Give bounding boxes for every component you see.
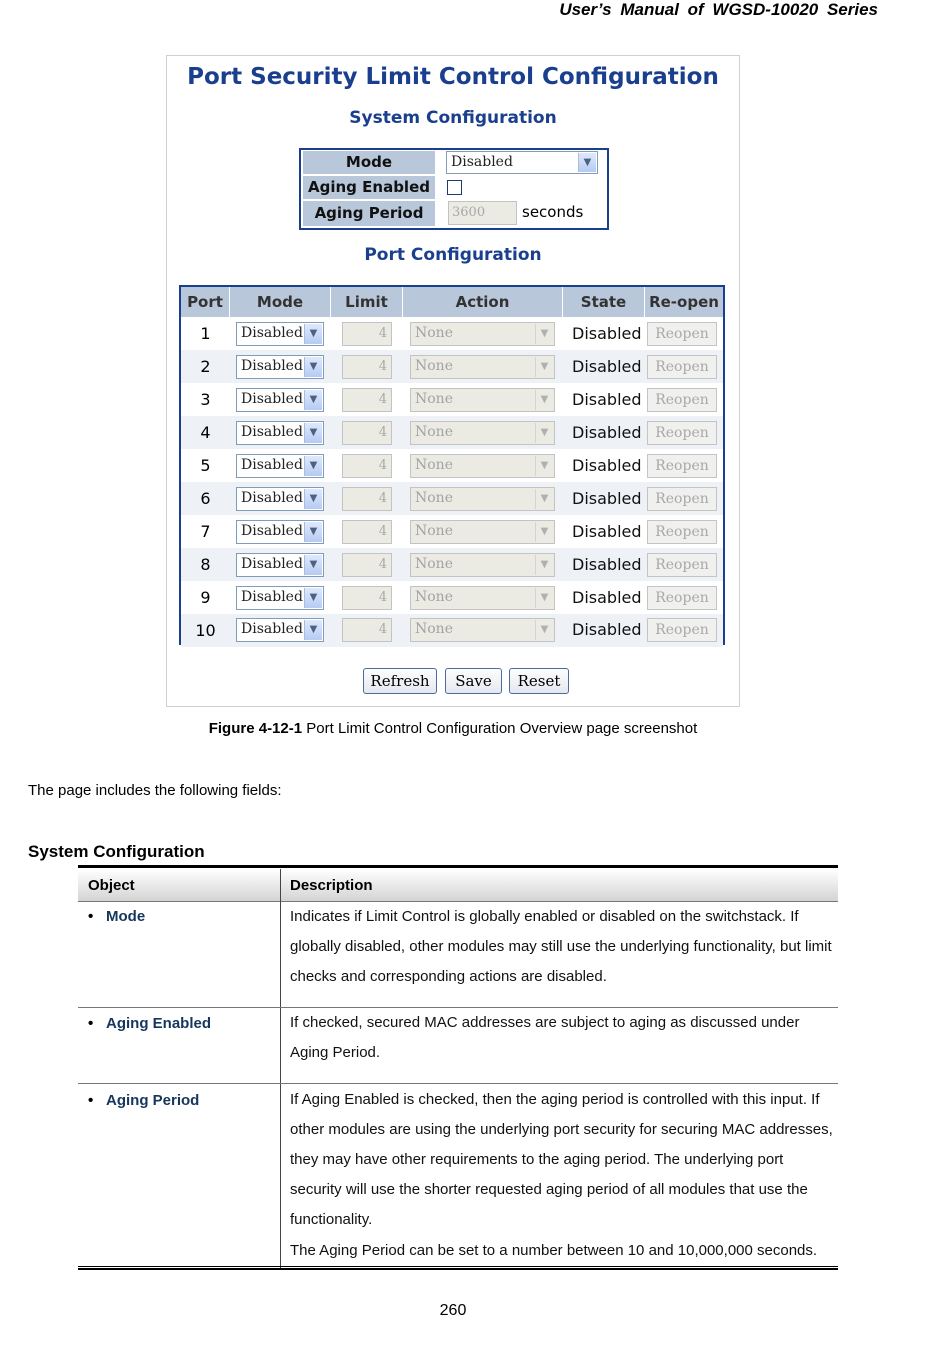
object-label: Mode: [106, 908, 146, 925]
table-row: [181, 581, 723, 614]
port-action-value: None: [415, 556, 453, 572]
chevron-down-icon: ▼: [304, 456, 322, 476]
port-action-select[interactable]: [410, 520, 555, 544]
port-mode-select[interactable]: [236, 322, 324, 346]
limit-cell: [342, 383, 394, 416]
system-mode-select[interactable]: [446, 151, 598, 174]
page-number: 260: [439, 1302, 467, 1319]
mode-row: [301, 150, 607, 175]
aging-period-input[interactable]: 3600: [448, 201, 517, 225]
table-row: [181, 515, 723, 548]
chevron-down-icon: ▼: [304, 522, 322, 542]
port-config-title: Port Configuration: [364, 245, 542, 265]
reset-button[interactable]: Reset: [509, 668, 569, 694]
mode-cell: [236, 515, 326, 548]
port-limit-input[interactable]: 4: [342, 355, 392, 379]
port-action-select[interactable]: [410, 322, 555, 346]
section-heading: System Configuration: [28, 842, 205, 861]
chevron-down-icon: ▼: [535, 423, 553, 443]
limit-cell: [342, 317, 394, 350]
port-number: 6: [200, 489, 211, 508]
port-state: Disabled: [572, 522, 642, 541]
reopen-button[interactable]: Reopen: [647, 421, 717, 445]
port-action-value: None: [415, 490, 453, 506]
port-action-value: None: [415, 391, 453, 407]
table-row: [181, 548, 723, 581]
limit-cell: [342, 548, 394, 581]
port-number: 5: [200, 456, 211, 475]
port-number: 9: [200, 588, 211, 607]
reopen-button[interactable]: Reopen: [647, 520, 717, 544]
port-config-table: [179, 285, 725, 645]
port-mode-value: Disabled: [241, 391, 303, 407]
table-row: [181, 614, 723, 647]
reopen-cell: [645, 383, 721, 416]
mode-cell: [236, 614, 326, 647]
port-action-value: None: [415, 358, 453, 374]
port-mode-select[interactable]: [236, 421, 324, 445]
object-label: Aging Period: [106, 1092, 200, 1109]
port-mode-select[interactable]: [236, 355, 324, 379]
reopen-cell: [645, 515, 721, 548]
table-bottom-rule: [78, 1266, 838, 1270]
action-cell: [410, 449, 556, 482]
reopen-button[interactable]: Reopen: [647, 553, 717, 577]
column-header-limit: Limit: [331, 287, 403, 317]
chevron-down-icon: ▼: [304, 620, 322, 640]
table-row: [181, 383, 723, 416]
mode-cell: [236, 383, 326, 416]
column-divider: [280, 869, 281, 1269]
column-header-reopen: Re-open: [645, 287, 723, 317]
port-state: Disabled: [572, 390, 642, 409]
table-row: [181, 416, 723, 449]
port-mode-value: Disabled: [241, 325, 303, 341]
limit-cell: [342, 515, 394, 548]
object-aging-period: [88, 1092, 199, 1109]
port-limit-input[interactable]: 4: [342, 553, 392, 577]
port-action-select[interactable]: [410, 421, 555, 445]
reopen-cell: [645, 449, 721, 482]
system-mode-value: Disabled: [451, 154, 513, 170]
save-button[interactable]: Save: [445, 668, 502, 694]
chevron-down-icon: ▼: [304, 357, 322, 377]
port-state: Disabled: [572, 357, 642, 376]
port-limit-input[interactable]: 4: [342, 388, 392, 412]
action-cell: [410, 317, 556, 350]
chevron-down-icon: ▼: [578, 153, 596, 172]
limit-cell: [342, 449, 394, 482]
reopen-button[interactable]: Reopen: [647, 322, 717, 346]
mode-cell: [236, 416, 326, 449]
mode-cell: [236, 449, 326, 482]
port-action-select[interactable]: [410, 553, 555, 577]
limit-cell: [342, 614, 394, 647]
port-mode-select[interactable]: [236, 388, 324, 412]
chevron-down-icon: ▼: [535, 489, 553, 509]
column-header-object: Object: [88, 877, 135, 894]
action-cell: [410, 482, 556, 515]
port-action-select[interactable]: [410, 586, 555, 610]
port-action-select[interactable]: [410, 618, 555, 642]
port-limit-input[interactable]: 4: [342, 322, 392, 346]
reopen-cell: [645, 548, 721, 581]
description-aging-period: If Aging Enabled is checked, then the aging period is controlled with this input. If other modules are using the underlying port security for securing MAC addresses, they may have other requirements to the aging period. The underlying port security will use the shorter requested aging period of all modules that use the functionality.: [290, 1091, 833, 1228]
port-number: 3: [200, 390, 211, 409]
reopen-button[interactable]: Reopen: [647, 487, 717, 511]
reopen-button[interactable]: Reopen: [647, 355, 717, 379]
row-divider: [78, 1083, 838, 1084]
mode-cell: [236, 350, 326, 383]
port-mode-value: Disabled: [241, 589, 303, 605]
port-limit-input[interactable]: 4: [342, 454, 392, 478]
chevron-down-icon: ▼: [535, 456, 553, 476]
chevron-down-icon: ▼: [535, 588, 553, 608]
limit-cell: [342, 581, 394, 614]
object-label: Aging Enabled: [106, 1015, 211, 1032]
mode-cell: [236, 317, 326, 350]
chevron-down-icon: ▼: [535, 390, 553, 410]
port-number: 2: [200, 357, 211, 376]
table-row: [181, 317, 723, 350]
chevron-down-icon: ▼: [304, 390, 322, 410]
chevron-down-icon: ▼: [304, 555, 322, 575]
refresh-button[interactable]: Refresh: [363, 668, 437, 694]
figure-caption-text: Port Limit Control Configuration Overview page screenshot: [302, 720, 698, 737]
limit-cell: [342, 416, 394, 449]
reopen-button[interactable]: Reopen: [647, 618, 717, 642]
chevron-down-icon: ▼: [535, 555, 553, 575]
reopen-cell: [645, 416, 721, 449]
aging-period-unit: seconds: [522, 203, 584, 221]
action-cell: [410, 383, 556, 416]
port-state: Disabled: [572, 620, 642, 639]
aging-period-label: Aging Period: [303, 201, 435, 226]
port-action-value: None: [415, 621, 453, 637]
chevron-down-icon: ▼: [304, 423, 322, 443]
port-limit-input[interactable]: 4: [342, 520, 392, 544]
limit-cell: [342, 350, 394, 383]
mode-label: Mode: [303, 151, 435, 174]
chevron-down-icon: ▼: [304, 324, 322, 344]
reopen-cell: [645, 614, 721, 647]
chevron-down-icon: ▼: [535, 620, 553, 640]
limit-cell: [342, 482, 394, 515]
table-row: [181, 350, 723, 383]
reopen-button[interactable]: Reopen: [647, 388, 717, 412]
table-row: [181, 482, 723, 515]
reopen-cell: [645, 317, 721, 350]
port-state: Disabled: [572, 324, 642, 343]
aging-enabled-row: [301, 175, 607, 200]
mode-cell: [236, 581, 326, 614]
reopen-cell: [645, 350, 721, 383]
aging-period-row: [301, 200, 607, 225]
port-limit-input[interactable]: 4: [342, 586, 392, 610]
port-mode-value: Disabled: [241, 621, 303, 637]
port-action-value: None: [415, 589, 453, 605]
reopen-button[interactable]: Reopen: [647, 454, 717, 478]
description-mode: Indicates if Limit Control is globally enabled or disabled on the switchstack. If globally disabled, other modules may still use the underlying functionality, but limit checks and corresponding actions are disabled.: [290, 908, 832, 985]
port-mode-select[interactable]: [236, 454, 324, 478]
column-header-state: State: [563, 287, 645, 317]
chevron-down-icon: ▼: [304, 588, 322, 608]
action-cell: [410, 350, 556, 383]
chevron-down-icon: ▼: [535, 357, 553, 377]
port-mode-value: Disabled: [241, 358, 303, 374]
page-title: Port Security Limit Control Configuration: [187, 64, 719, 90]
chevron-down-icon: ▼: [304, 489, 322, 509]
screenshot-frame: [166, 55, 740, 707]
bullet-icon: •: [88, 1015, 94, 1032]
port-number: 4: [200, 423, 211, 442]
bullet-icon: •: [88, 908, 94, 925]
port-mode-select[interactable]: [236, 553, 324, 577]
port-state: Disabled: [572, 456, 642, 475]
port-action-select[interactable]: [410, 355, 555, 379]
reopen-button[interactable]: Reopen: [647, 586, 717, 610]
action-cell: [410, 614, 556, 647]
figure-label: Figure 4-12-1: [208, 720, 303, 737]
figure-caption: [0, 720, 906, 737]
port-action-value: None: [415, 325, 453, 341]
system-config-title: System Configuration: [349, 108, 557, 128]
port-limit-input[interactable]: 4: [342, 487, 392, 511]
port-limit-input[interactable]: 4: [342, 421, 392, 445]
port-action-select[interactable]: [410, 487, 555, 511]
port-mode-select[interactable]: [236, 487, 324, 511]
port-action-value: None: [415, 424, 453, 440]
chevron-down-icon: ▼: [535, 522, 553, 542]
port-state: Disabled: [572, 423, 642, 442]
port-action-select[interactable]: [410, 454, 555, 478]
port-mode-select[interactable]: [236, 618, 324, 642]
column-header-port: Port: [181, 287, 230, 317]
action-cell: [410, 416, 556, 449]
action-cell: [410, 581, 556, 614]
port-state: Disabled: [572, 555, 642, 574]
description-aging-period-range: The Aging Period can be set to a number between 10 and 10,000,000 seconds.: [290, 1242, 818, 1259]
port-mode-value: Disabled: [241, 523, 303, 539]
column-header-mode: Mode: [230, 287, 331, 317]
port-action-value: None: [415, 457, 453, 473]
system-config-table: [299, 148, 609, 230]
reopen-cell: [645, 482, 721, 515]
port-limit-input[interactable]: 4: [342, 618, 392, 642]
port-mode-select[interactable]: [236, 520, 324, 544]
port-mode-select[interactable]: [236, 586, 324, 610]
description-aging-enabled: If checked, secured MAC addresses are subject to aging as discussed under Aging Period.: [290, 1014, 800, 1061]
aging-enabled-label: Aging Enabled: [303, 176, 435, 199]
table-header: [78, 869, 838, 902]
mode-cell: [236, 548, 326, 581]
mode-cell: [236, 482, 326, 515]
port-mode-value: Disabled: [241, 457, 303, 473]
reopen-cell: [645, 581, 721, 614]
port-mode-value: Disabled: [241, 556, 303, 572]
intro-text: The page includes the following fields:: [28, 782, 282, 799]
port-mode-value: Disabled: [241, 424, 303, 440]
object-aging-enabled: [88, 1015, 211, 1032]
aging-enabled-checkbox[interactable]: [447, 180, 462, 195]
port-number: 7: [200, 522, 211, 541]
chevron-down-icon: ▼: [535, 324, 553, 344]
bullet-icon: •: [88, 1092, 94, 1109]
port-state: Disabled: [572, 588, 642, 607]
object-mode: [88, 908, 145, 925]
action-cell: [410, 515, 556, 548]
port-action-value: None: [415, 523, 453, 539]
port-mode-value: Disabled: [241, 490, 303, 506]
port-state: Disabled: [572, 489, 642, 508]
port-number: 1: [200, 324, 211, 343]
column-header-description: Description: [290, 877, 373, 894]
action-cell: [410, 548, 556, 581]
table-top-rule: [78, 865, 838, 868]
port-number: 8: [200, 555, 211, 574]
port-action-select[interactable]: [410, 388, 555, 412]
table-row: [181, 449, 723, 482]
manual-header: User’s Manual of WGSD-10020 Series: [559, 0, 878, 19]
port-number: 10: [195, 621, 216, 640]
column-header-action: Action: [403, 287, 563, 317]
